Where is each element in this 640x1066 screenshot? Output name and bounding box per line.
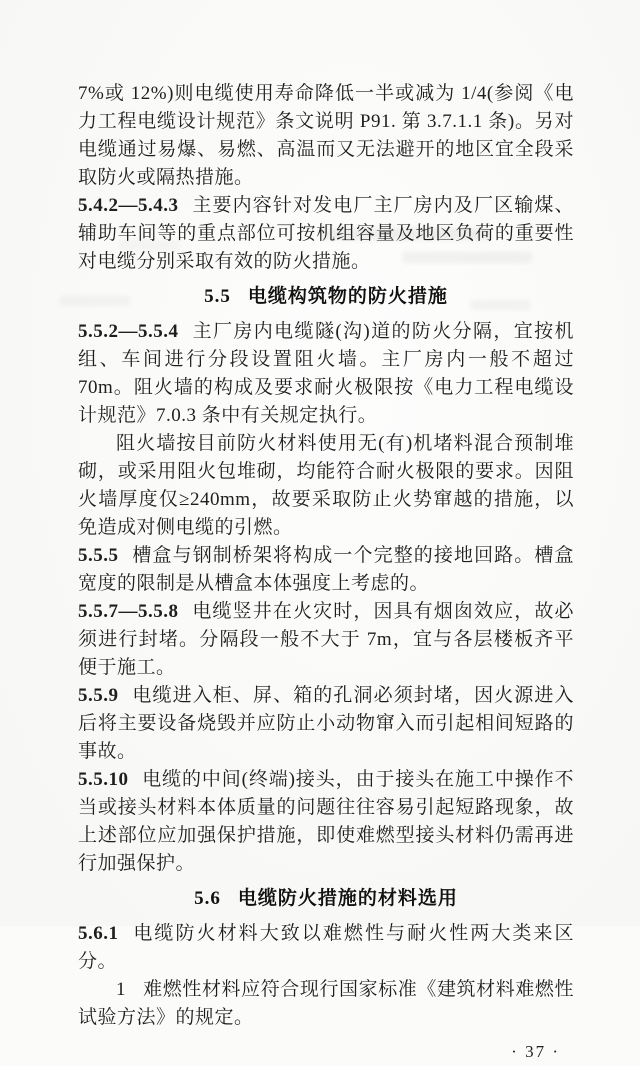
clause-number: 5.5.10 (78, 769, 129, 790)
paragraph-firewall-note: 阻火墙按目前防火材料使用无(有)机堵料混合预制堆砌，或采用阻火包堆砌，均能符合耐火极限的要求。因阻火墙厚度仅≥240mm，故要采取防止火势窜越的措施，以免造成对侧电缆的引燃。 (78, 433, 574, 538)
page-content (78, 80, 574, 1066)
clause-number: 5.6.1 (78, 923, 119, 944)
section-heading-5-6 (78, 885, 574, 913)
list-item-text: 难燃性材料应符合现行国家标准《建筑材料难燃性试验方法》的规定。 (78, 979, 574, 1028)
clause-number: 5.4.2—5.4.3 (78, 195, 179, 216)
section-number: 5.6 (194, 888, 221, 909)
section-heading-5-5 (78, 283, 574, 311)
list-item-1 (78, 976, 574, 1032)
clause-text: 电缆竖井在火灾时，因具有烟囱效应，故必须进行封堵。分隔段一般不大于 7m，宜与各层楼板齐平便于施工。 (78, 601, 574, 678)
clause-number: 5.5.9 (78, 685, 119, 706)
clause-5-5-7 (78, 598, 574, 682)
section-title: 电缆构筑物的防火措施 (247, 286, 448, 307)
section-number: 5.5 (204, 286, 231, 307)
page-number: · 37 · (511, 1042, 560, 1061)
clause-5-4-2 (78, 192, 574, 276)
clause-text: 电缆的中间(终端)接头，由于接头在施工中操作不当或接头材料本体质量的问题往往容易引起短路现象，故上述部位应加强保护措施，即使难燃型接头材料仍需再进行加强保护。 (78, 769, 574, 874)
clause-text: 主厂房内电缆隧(沟)道的防火分隔，宜按机组、车间进行分段设置阻火墙。主厂房内一般不超过 70m。阻火墙的构成及要求耐火极限按《电力工程电缆设计规范》7.0.3 条中有关规定执行。 (78, 321, 574, 426)
clause-5-5-9 (78, 682, 574, 766)
clause-number: 5.5.5 (78, 545, 119, 566)
clause-text: 主要内容针对发电厂主厂房内及厂区输煤、辅助车间等的重点部位可按机组容量及地区负荷的重要性对电缆分别采取有效的防火措施。 (78, 195, 574, 272)
clause-number: 5.5.2—5.5.4 (78, 321, 179, 342)
section-title: 电缆防火措施的材料选用 (237, 888, 458, 909)
clause-5-6-1 (78, 920, 574, 976)
paragraph-continuation: 7%或 12%)则电缆使用寿命降低一半或减为 1/4(参阅《电力工程电缆设计规范》条文说明 P91. 第 3.7.1.1 条)。另对电缆通过易爆、易燃、高温而又无法避开的地区宜全段采取防火或隔热措施。 (78, 83, 574, 188)
clause-text: 电缆防火材料大致以难燃性与耐火性两大类来区分。 (78, 923, 574, 972)
clause-5-5-10 (78, 766, 574, 878)
clause-text: 电缆进入柜、屏、箱的孔洞必须封堵，因火源进入后将主要设备烧毁并应防止小动物窜入而引起相间短路的事故。 (78, 685, 574, 762)
clause-5-5-5 (78, 542, 574, 598)
list-item-number: 1 (116, 979, 126, 1000)
clause-text: 槽盒与钢制桥架将构成一个完整的接地回路。槽盒宽度的限制是从槽盒本体强度上考虑的。 (78, 545, 574, 594)
clause-5-5-2 (78, 318, 574, 430)
clause-number: 5.5.7—5.5.8 (78, 601, 179, 622)
